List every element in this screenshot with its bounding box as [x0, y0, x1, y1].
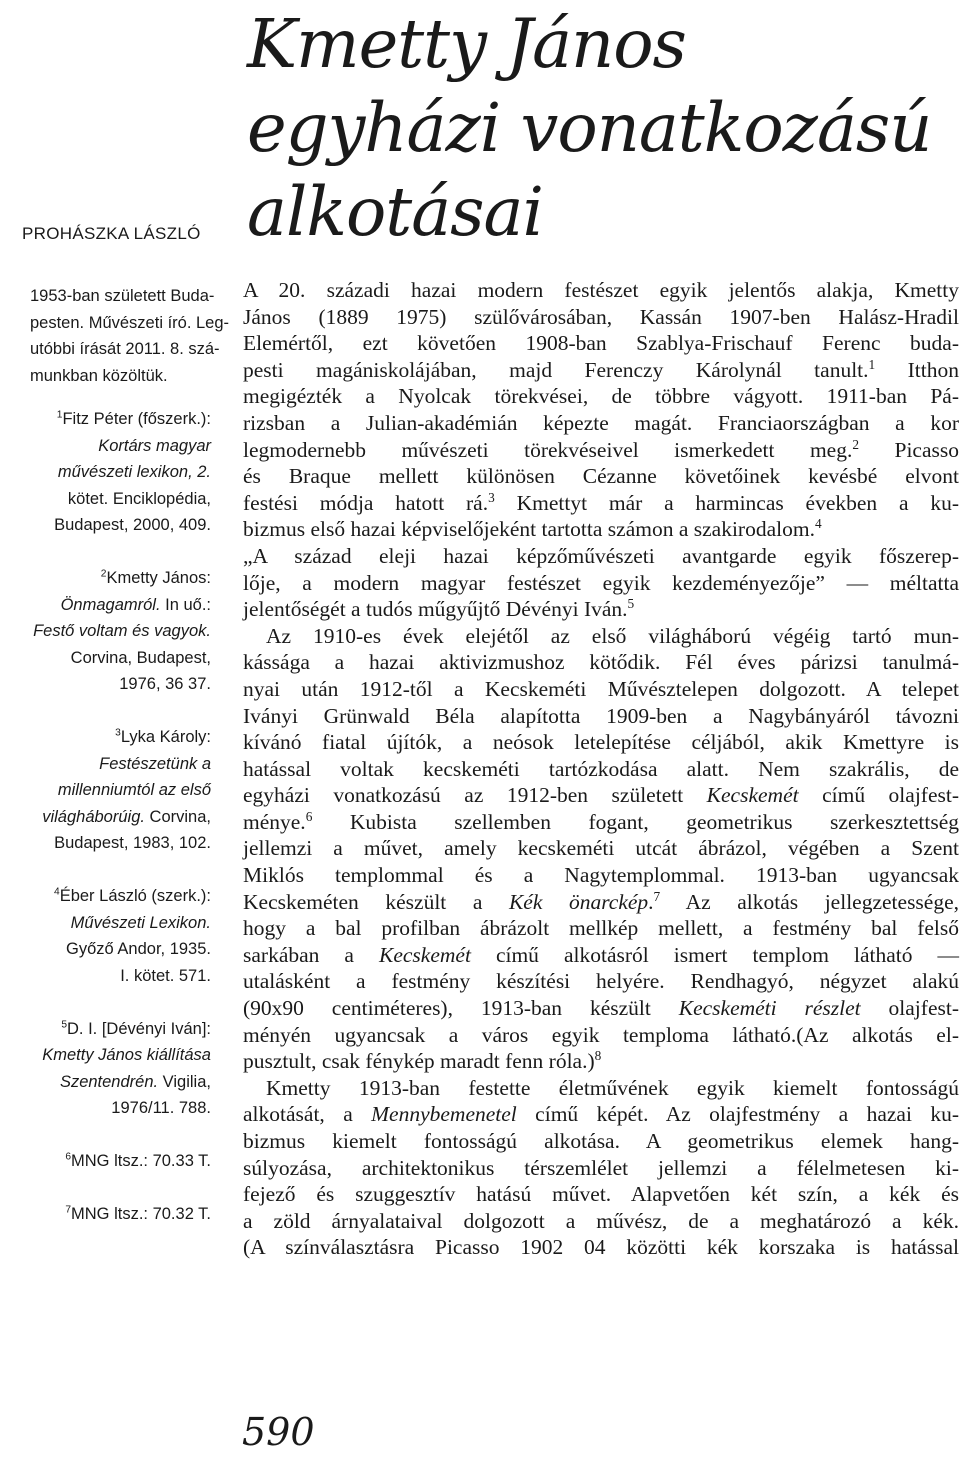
footnote-text: Éber László (szerk.): — [59, 887, 211, 905]
body-text: pesti magániskolájában, majd Ferenczy Károlynál tanult. — [243, 357, 869, 382]
footnote-title: Kmetty János kiállítása — [42, 1046, 211, 1064]
author-bio — [30, 283, 230, 389]
body-line — [243, 596, 959, 623]
footnote-text: I. kötet. 571. — [120, 966, 211, 985]
footnote-text: Győző Andor, 1935. — [66, 940, 211, 958]
body-line — [243, 889, 959, 916]
footnote-marker: 5 — [61, 1019, 68, 1030]
footnote-text — [0, 1042, 211, 1069]
body-text: legmodernebb művészeti törekvéseivel ismerkedett meg. — [243, 437, 853, 462]
body-line: bizmus kiemelt fontosságú alkotása. A geometrikus elemek hang- — [243, 1129, 959, 1153]
body-text: sarkában a — [243, 942, 379, 967]
artwork-title: Kecskemét — [379, 942, 471, 967]
footnote-marker: 2 — [100, 568, 107, 580]
body-line: nyai után 1912-től a Kecskeméti Művésztelepen dolgozott. A telepet — [243, 676, 959, 701]
sidebar — [0, 283, 230, 1254]
body-line: fejező és szuggesztív hatású művet. Alapvetően két szín, a kék és — [243, 1182, 959, 1207]
body-text: Az alkotás jellegzetessége, — [660, 889, 960, 914]
body-line — [243, 357, 959, 384]
body-text: Picasso — [859, 437, 960, 462]
footnote-text: 1976, 36 37. — [119, 675, 211, 693]
footnote-ref[interactable]: 1 — [868, 356, 876, 372]
body-line: Iványi Grünwald Béla alapította 1909-ben a Nagybányáról távozni — [243, 703, 959, 728]
body-line: Elemértől, ezt követően 1908-ban Szablya-Frischauf Ferenc buda- — [243, 331, 959, 356]
body-line: kívánó fiatal újítók, a neósok letelepítése céljából, akik Kmettyre is — [243, 730, 959, 755]
body-line: és Braque mellett különösen Cézanne követőinek kevésbé elvont — [243, 464, 959, 489]
footnote-text: MNG ltsz.: 70.33 T. — [71, 1152, 211, 1170]
footnote-marker: 4 — [54, 886, 60, 898]
footnote-text — [0, 618, 211, 645]
body-text: (90x90 centiméteres), 1913-ban készült — [243, 996, 679, 1021]
body-text: . — [648, 889, 654, 914]
body-line: utalásként a festmény készítési helyére. Rendhagyó, négyzet alakú — [243, 969, 959, 994]
body-line — [243, 516, 959, 543]
body-text: című alkotásról ismert templom látható — — [470, 942, 960, 967]
artwork-title: Kecskemét — [706, 783, 799, 808]
artwork-title: Kék önarckép — [508, 889, 649, 914]
footnote-text — [0, 459, 211, 486]
footnote-text — [0, 751, 211, 778]
footnote-text: Vigilia, — [158, 1072, 211, 1091]
body-line: hogy a bal profilban ábrázolt mellkép mellett, a festmény bal felső — [243, 916, 959, 941]
footnote-ref[interactable]: 7 — [653, 888, 661, 904]
body-text: Kmettyt már a harmincas években a ku- — [494, 490, 959, 515]
footnote-2 — [0, 565, 211, 698]
footnote-ref[interactable]: 2 — [852, 436, 860, 452]
footnote-ref[interactable]: 6 — [305, 808, 313, 824]
footnote-title: művészeti lexikon, 2. — [57, 463, 211, 481]
author-bio-line: utóbbi írását 2011. 8. szá- — [30, 340, 220, 358]
article-title-line-2: egyházi vonatkozású — [247, 89, 932, 167]
footnote-text: Corvina, Budapest, — [70, 648, 211, 667]
body-line: megigézték a Nyolcak törekvései, de többre vágyott. 1911-ban Pá- — [243, 384, 959, 409]
body-text: egyházi vonatkozású az 1912-ben született — [243, 783, 707, 808]
footnote-text: D. I. [Dévényi Iván]: — [67, 1019, 211, 1038]
body-text: című képét. Az olajfestmény a hazai ku- — [516, 1102, 959, 1127]
footnote-text: Budapest, 1983, 102. — [54, 834, 211, 852]
footnote-text — [0, 592, 211, 619]
body-text: festési módja hatott rá. — [243, 490, 489, 515]
author-bio-line: 1953-ban született Buda- — [30, 287, 215, 305]
footnote-ref[interactable]: 8 — [594, 1048, 602, 1064]
footnote-title: millenniumtól az első — [57, 781, 211, 799]
footnote-title: Festő voltam és vagyok. — [33, 622, 211, 640]
footnote-3 — [0, 724, 211, 857]
body-line: A 20. századi hazai modern festészet egyik jelentős alakja, Kmetty — [243, 278, 959, 302]
article-title — [247, 2, 959, 254]
footnotes — [0, 406, 211, 1228]
footnote-text — [0, 777, 211, 804]
body-line — [243, 490, 959, 517]
body-line: Kmetty 1913-ban festette életművének egyik kiemelt fontosságú — [266, 1075, 959, 1100]
footnote-marker: 3 — [115, 727, 121, 739]
footnote-text: In uő.: — [160, 595, 211, 614]
footnote-text — [0, 910, 211, 937]
artwork-title: Kecskeméti részlet — [678, 996, 861, 1021]
footnote-text: 1976/11. 788. — [111, 1099, 211, 1117]
footnote-title: Festészetünk a — [99, 754, 211, 773]
footnote-title: világháborúig. — [42, 807, 145, 826]
author-bio-line: pesten. Művészeti író. Leg- — [30, 313, 230, 332]
body-line — [243, 942, 959, 969]
footnote-title: Önmagamról. — [60, 595, 161, 614]
body-text: bizmus első hazai képviselőjeként tartotta számon a szakirodalom. — [243, 517, 815, 542]
body-line: hatással voltak kecskeméti tartózkodása alatt. Nem szakrális, de — [243, 756, 959, 781]
footnote-text: Kmetty János: — [106, 569, 211, 587]
footnote-title: Szentendrén. — [59, 1072, 159, 1091]
body-line — [243, 995, 959, 1022]
footnote-title: Művészeti Lexikon. — [70, 913, 211, 932]
artwork-title: Mennybemenetel — [371, 1102, 517, 1127]
body-line: kássága a hazai aktivizmushoz kötődik. Fél éves párizsi tanulmá- — [243, 650, 959, 675]
footnote-marker: 6 — [65, 1151, 71, 1163]
body-line: ményén ugyancsak a város egyik temploma látható.(Az alkotás el- — [243, 1022, 959, 1047]
body-line: jellemzi a művet, amely kecskeméti utcát ábrázol, végében a Szent — [243, 836, 959, 861]
body-text: alkotását, a — [243, 1102, 372, 1127]
footnote-text — [0, 804, 211, 831]
footnote-7 — [0, 1201, 211, 1228]
body-text: című olajfest- — [798, 783, 959, 808]
footnote-ref[interactable]: 4 — [814, 516, 822, 532]
footnote-text: Fitz Péter (főszerk.): — [62, 410, 211, 428]
body-text: olajfest- — [860, 996, 959, 1021]
footnote-text: Corvina, — [144, 807, 211, 826]
body-line — [243, 437, 959, 464]
footnote-text — [0, 433, 211, 460]
footnote-4 — [0, 883, 211, 989]
body-line — [243, 782, 959, 809]
body-line: János (1889 1975) szülővárosában, Kassán 1907-ben Halász-Hradil — [243, 304, 959, 329]
article-title-line-1: Kmetty János — [247, 5, 686, 83]
body-line: (A színválasztásra Picasso 1902 04 közötti kék korszaka is hatással — [243, 1235, 959, 1260]
body-line: lője, a modern magyar festészet egyik kezdeményezője” — méltatta — [243, 570, 959, 595]
article-body — [243, 277, 959, 1261]
body-line: rizsban a Julian-akadémián képezte magát. Franciaországban a kor — [243, 410, 959, 435]
body-line — [243, 809, 959, 836]
body-text: ménye. — [243, 809, 306, 834]
footnote-text: MNG ltsz.: 70.32 T. — [71, 1205, 211, 1223]
footnote-text: kötet. Enciklopédia, — [67, 489, 211, 508]
footnote-marker: 7 — [65, 1204, 71, 1216]
footnote-6 — [0, 1148, 211, 1175]
footnote-5 — [0, 1016, 211, 1122]
body-line: súlyozása, architektonikus térszemlélet jellemzi a félelmetesen ki- — [243, 1155, 959, 1180]
author-bio-line: munkban közöltük. — [30, 366, 168, 385]
footnote-ref[interactable]: 5 — [627, 595, 635, 611]
body-text: Itthon — [875, 357, 960, 382]
page-number: 590 — [242, 1410, 315, 1454]
body-text: Kubista szellemben fogant, geometrikus szerkesztettség — [312, 809, 959, 834]
footnote-title: Kortárs magyar — [98, 436, 211, 455]
body-line — [243, 1101, 959, 1128]
body-line — [243, 1048, 959, 1075]
body-text: Kecskeméten készült a — [243, 889, 509, 914]
footnote-1 — [0, 406, 211, 539]
footnote-marker: 1 — [56, 409, 63, 421]
body-line: „A század eleji hazai képzőművészeti avantgarde egyik főszerep- — [243, 543, 959, 568]
body-line: Miklós templommal és a Nagytemplommal. 1913-ban ugyancsak — [243, 863, 959, 888]
footnote-text: Budapest, 2000, 409. — [54, 516, 211, 534]
body-line: a zöld árnyalataival dolgozott a művész, de a meghatározó a kék. — [243, 1208, 959, 1233]
article-title-line-3: alkotásai — [247, 173, 543, 251]
footnote-ref[interactable]: 3 — [488, 489, 495, 505]
footnote-text: Lyka Károly: — [120, 728, 211, 746]
body-line: Az 1910-es évek elejétől az első világháború végéig tartó mun- — [266, 623, 959, 648]
body-text: pusztult, csak fénykép maradt fenn róla.) — [243, 1049, 595, 1074]
body-text: jelentőségét a tudós műgyűjtő Dévényi Iván. — [243, 597, 628, 622]
footnote-text — [0, 1069, 211, 1096]
author-name: PROHÁSZKA LÁSZLÓ — [22, 224, 201, 243]
